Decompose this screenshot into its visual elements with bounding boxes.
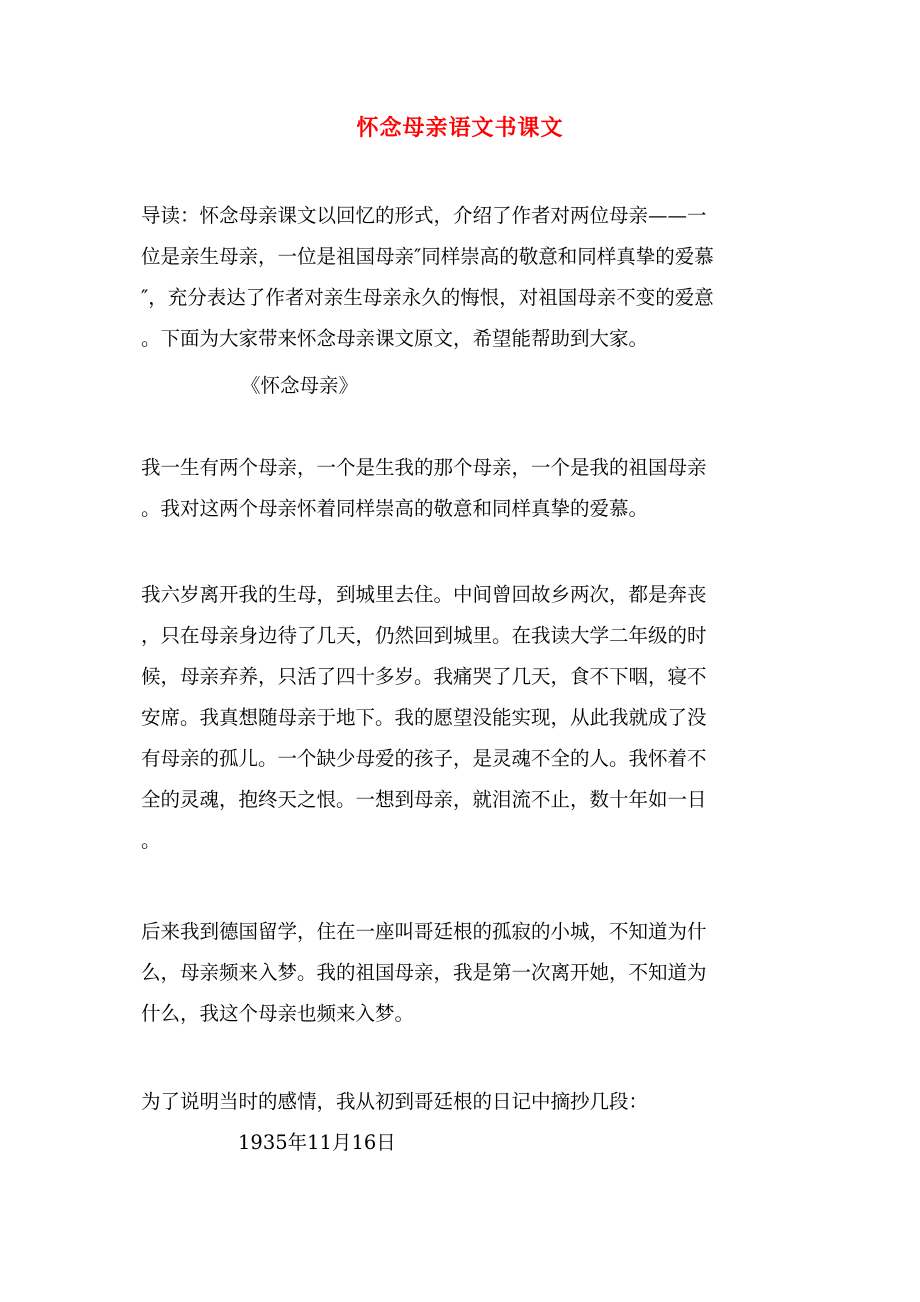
text-line: 么，母亲频来入梦。我的祖国母亲，我是第一次离开她，不知道为 bbox=[141, 961, 707, 984]
document-title: 怀念母亲语文书课文 bbox=[356, 115, 564, 141]
intro-paragraph bbox=[141, 195, 781, 359]
paragraph-2 bbox=[141, 574, 781, 861]
text-line: 。 bbox=[141, 829, 161, 852]
text-line: 我六岁离开我的生母，到城里去住。中间曾回故乡两次，都是奔丧 bbox=[141, 583, 707, 606]
text-line: ″，充分表达了作者对亲生母亲永久的悔恨，对祖国母亲不变的爱意 bbox=[141, 286, 714, 309]
text-line: 。下面为大家带来怀念母亲课文原文，希望能帮助到大家。 bbox=[141, 327, 649, 350]
text-line: 导读：怀念母亲课文以回忆的形式，介绍了作者对两位母亲——一 bbox=[141, 204, 707, 227]
text-line: 候，母亲弃养，只活了四十多岁。我痛哭了几天，食不下咽，寝不 bbox=[141, 665, 707, 688]
paragraph-3 bbox=[141, 911, 781, 1034]
diary-date: 1935年11月16日 bbox=[238, 1131, 396, 1154]
text-line: 后来我到德国留学，住在一座叫哥廷根的孤寂的小城，不知道为什 bbox=[141, 920, 707, 943]
text-line: 我一生有两个母亲，一个是生我的那个母亲，一个是我的祖国母亲 bbox=[141, 456, 707, 479]
text-line: 位是亲生母亲，一位是祖国母亲″同样崇高的敬意和同样真挚的爱慕 bbox=[141, 245, 714, 268]
text-line: 。我对这两个母亲怀着同样崇高的敬意和同样真挚的爱慕。 bbox=[141, 497, 649, 520]
text-line: 为了说明当时的感情，我从初到哥廷根的日记中摘抄几段： bbox=[141, 1090, 649, 1113]
paragraph-1 bbox=[141, 447, 781, 529]
text-line: 安席。我真想随母亲于地下。我的愿望没能实现，从此我就成了没 bbox=[141, 706, 707, 729]
text-line: 全的灵魂，抱终天之恨。一想到母亲，就泪流不止，数十年如一日 bbox=[141, 788, 707, 811]
text-line: 什么，我这个母亲也频来入梦。 bbox=[141, 1002, 415, 1025]
text-line: ，只在母亲身边待了几天，仍然回到城里。在我读大学二年级的时 bbox=[141, 624, 707, 647]
text-line: 有母亲的孤儿。一个缺少母爱的孩子，是灵魂不全的人。我怀着不 bbox=[141, 747, 707, 770]
article-subtitle: 《怀念母亲》 bbox=[241, 374, 359, 397]
paragraph-4 bbox=[141, 1081, 781, 1122]
